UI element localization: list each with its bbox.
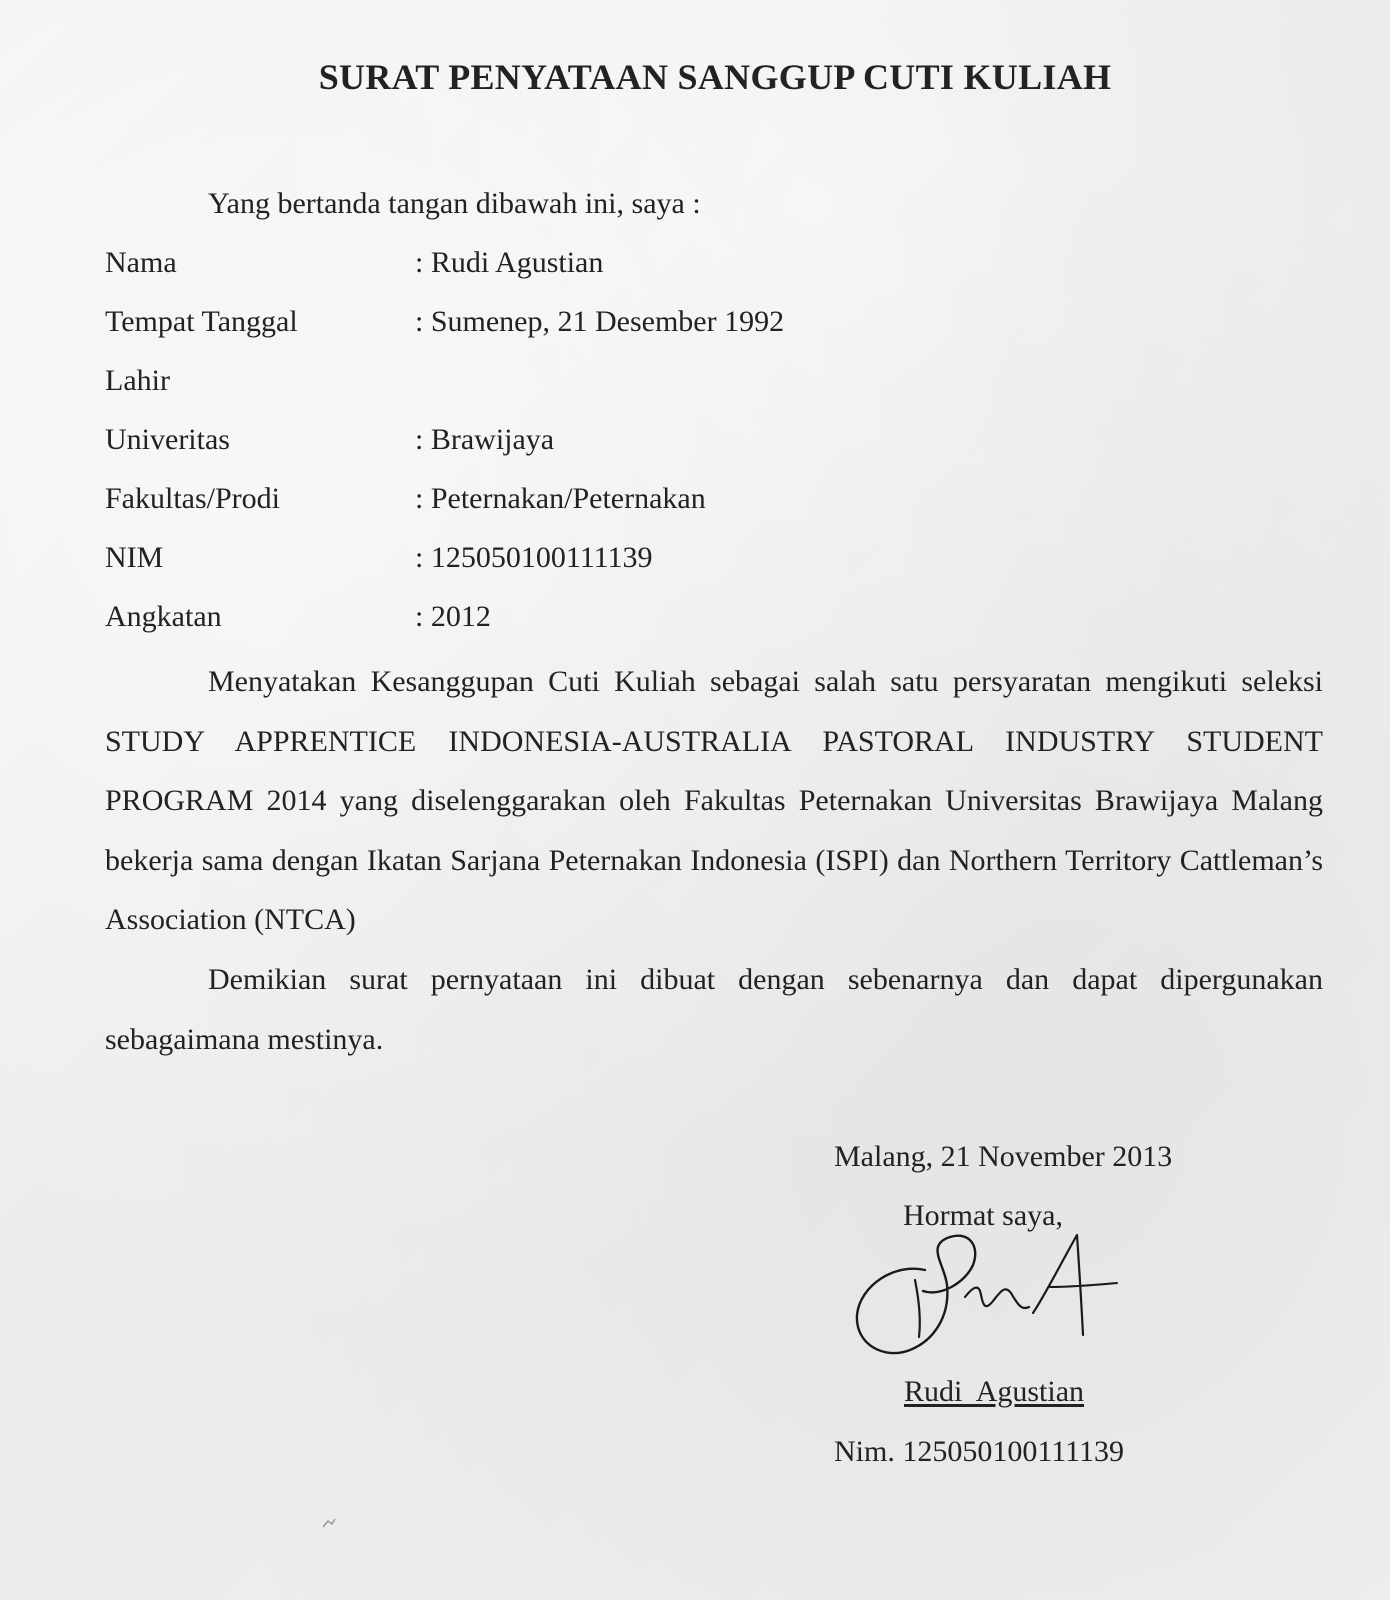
closing-paragraph: Demikian surat pernyataan ini dibuat dengan sebenarnya dan dapat dipergunakan sebagaimana mestinya. (105, 963, 1323, 1056)
greeting: Hormat saya, (903, 1199, 1063, 1232)
signer-name: Rudi Agustian (904, 1375, 1085, 1408)
field-value: : 125050100111139 (415, 541, 653, 574)
field-label: NIM (105, 541, 164, 574)
statement-paragraph: Menyatakan Kesanggupan Cuti Kuliah sebagai salah satu persyaratan mengikuti seleksi STUDY APPRENTICE INDONESIA-AUSTRALIA PASTORAL INDUSTRY STUDENT PROGRAM 2014 yang diselenggarakan oleh Fakultas Peternakan Universitas Brawijaya Malang bekerja sama dengan Ikatan Sarjana Peternakan Indonesia (ISPI) dan Northern Territory Cattleman’s Association (NTCA) (105, 665, 1323, 936)
field-value: : Rudi Agustian (415, 246, 604, 279)
field-value: : 2012 (415, 600, 491, 633)
field-label: Angkatan (105, 600, 222, 633)
place-date: Malang, 21 November 2013 (834, 1140, 1173, 1173)
paper-speck (320, 1515, 338, 1533)
field-label: Univeritas (105, 423, 230, 456)
field-label: Fakultas/Prodi (105, 482, 281, 515)
field-label: Nama (105, 246, 177, 279)
field-value: : Peternakan/Peternakan (415, 482, 706, 515)
field-value: : Sumenep, 21 Desember 1992 (415, 305, 785, 338)
field-label: Lahir (105, 364, 170, 397)
intro-line: Yang bertanda tangan dibawah ini, saya : (208, 187, 701, 220)
field-value: : Brawijaya (415, 423, 555, 456)
document-title: SURAT PENYATAAN SANGGUP CUTI KULIAH (318, 57, 1112, 97)
field-label: Tempat Tanggal (105, 305, 298, 338)
handwritten-signature (855, 1225, 1125, 1365)
signer-nim: Nim. 125050100111139 (834, 1435, 1124, 1468)
